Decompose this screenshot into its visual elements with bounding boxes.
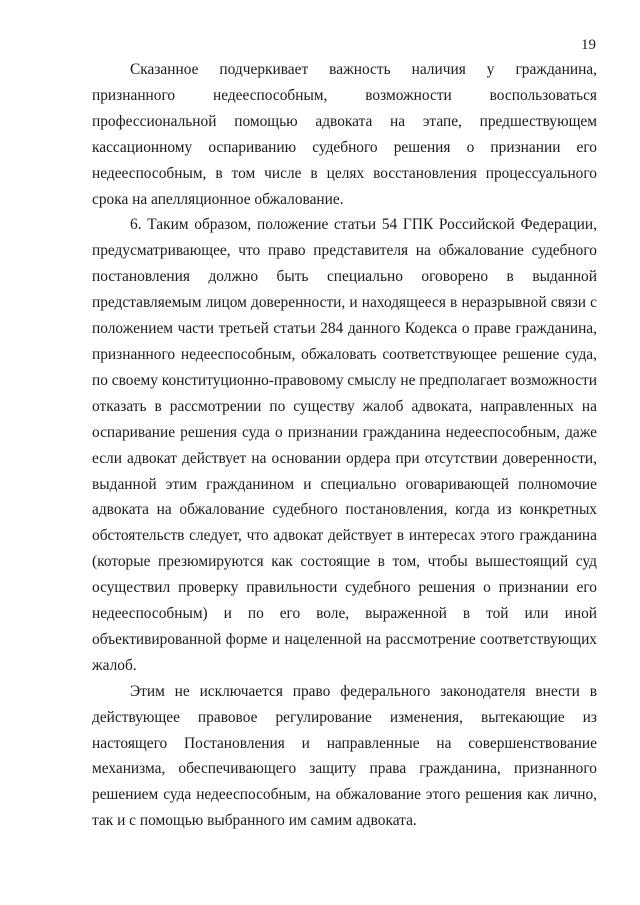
document-body [92, 57, 597, 834]
paragraph-3: Этим не исключается право федерального законодателя внести в действующее правовое регулирование изменения, вытекающие из настоящего Постановления и направленные на совершенствование механизма, обеспечивающего защиту права гражданина, признанного решением суда недееспособным, на обжалование этого решения как лично, так и с помощью выбранного им самим адвоката. [92, 682, 597, 830]
paragraph-2: 6. Таким образом, положение статьи 54 ГПК Российской Федерации, предусматривающее, что право представителя на обжалование судебного постановления должно быть специально оговорено в выданной представляемым лицом доверенности, и находящееся в неразрывной связи с положением части третьей статьи 284 данного Кодекса о праве гражданина, признанного недееспособным, обжаловать соответствующее решение суда, по своему конституционно-правовому смыслу не предполагает возможности отказать в рассмотрении по существу жалоб адвоката, направленных на оспаривание решения суда о признании гражданина недееспособным, даже если адвокат действует на основании ордера при отсутствии доверенности, выданной этим гражданином и специально оговаривающей полномочие адвоката на обжалование судебного постановления, когда из конкретных обстоятельств следует, что адвокат действует в интересах этого гражданина (которые презюмируются как состоящие в том, чтобы вышестоящий суд осуществил проверку правильности судебного решения о признании его недееспособным) и по его воле, выраженной в той или иной объективированной форме и нацеленной на рассмотрение соответствующих жалоб. [92, 216, 597, 674]
paragraph-1: Сказанное подчеркивает важность наличия у гражданина, признанного недееспособным, возможности воспользоваться профессиональной помощью адвоката на этапе, предшествующем кассационному оспариванию судебного решения о признании его недееспособным, в том числе в целях восстановления процессуального срока на апелляционное обжалование. [92, 61, 597, 208]
page-number: 19 [581, 37, 596, 53]
